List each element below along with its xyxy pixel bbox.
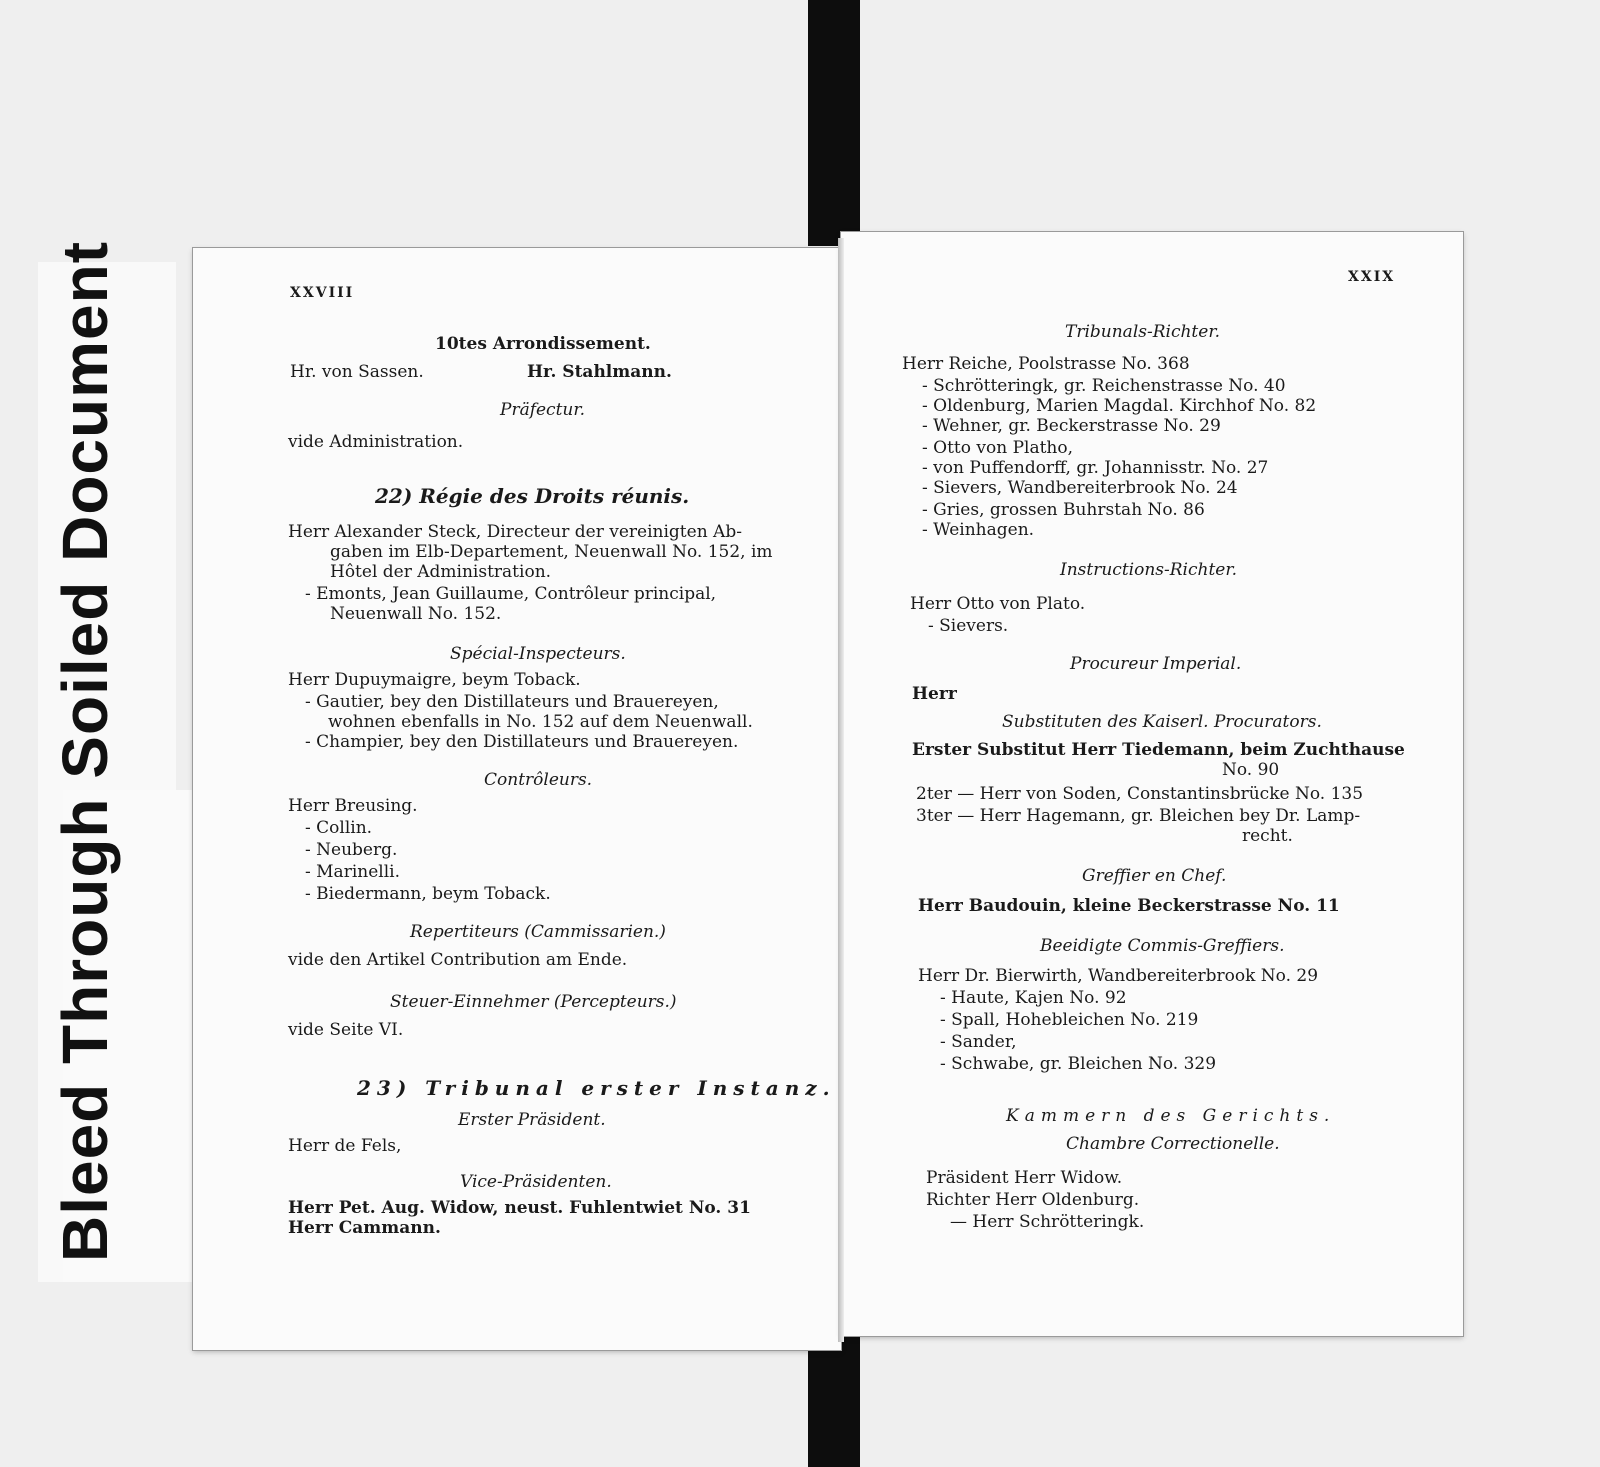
right-page-line: - Spall, Hohebleichen No. 219 — [940, 1010, 1199, 1030]
right-page-line: Substituten des Kaiserl. Procurators. — [1002, 712, 1322, 732]
right-page-line: Kammern des Gerichts. — [1006, 1106, 1336, 1126]
right-page-line: - Haute, Kajen No. 92 — [940, 988, 1127, 1008]
right-page-line: Instructions-Richter. — [1060, 560, 1237, 580]
left-page-line: vide Seite VI. — [288, 1020, 404, 1040]
binding-strap-bottom — [808, 1336, 860, 1467]
left-page-line: Präfectur. — [500, 400, 586, 420]
left-page-line: - Gautier, bey den Distillateurs und Brauereyen, — [305, 692, 719, 712]
left-page-line: Herr Breusing. — [288, 796, 418, 816]
left-page-line: Hr. Stahlmann. — [527, 362, 672, 382]
left-page-line: Vice-Präsidenten. — [460, 1172, 612, 1192]
right-page-line: - Sievers, Wandbereiterbrook No. 24 — [922, 478, 1238, 498]
book-gutter — [838, 238, 844, 1342]
left-page-line: vide den Artikel Contribution am Ende. — [288, 950, 628, 970]
left-page-line: Herr Pet. Aug. Widow, neust. Fuhlentwiet No. 31 — [288, 1198, 751, 1218]
right-page-line: Beeidigte Commis-Greffiers. — [1040, 936, 1285, 956]
right-page-line: Herr Dr. Bierwirth, Wandbereiterbrook No. 29 — [918, 966, 1319, 986]
left-page-line: - Neuberg. — [305, 840, 398, 860]
right-page-line: Richter Herr Oldenburg. — [926, 1190, 1140, 1210]
right-page-line: - Sander, — [940, 1032, 1017, 1052]
left-page-line: Herr de Fels, — [288, 1136, 402, 1156]
left-page-line: - Emonts, Jean Guillaume, Contrôleur principal, — [305, 584, 717, 604]
right-page-line: Herr Otto von Plato. — [910, 594, 1086, 614]
right-page-line: Herr Baudouin, kleine Beckerstrasse No. 11 — [918, 896, 1340, 916]
left-page-line: Contrôleurs. — [484, 770, 593, 790]
left-page-line: wohnen ebenfalls in No. 152 auf dem Neuenwall. — [328, 712, 753, 732]
left-page-line: 23) Tribunal erster Instanz. — [357, 1076, 836, 1100]
right-page-line: Chambre Correctionelle. — [1066, 1134, 1280, 1154]
right-page-line: Erster Substitut Herr Tiedemann, beim Zuchthause — [912, 740, 1405, 760]
left-page-line: Herr Dupuymaigre, beym Toback. — [288, 670, 581, 690]
right-page-line: - Weinhagen. — [922, 520, 1035, 540]
left-page-line: Herr Alexander Steck, Directeur der vereinigten Ab- — [288, 522, 742, 542]
left-page-line: Hr. von Sassen. — [290, 362, 424, 382]
right-page-line: - Wehner, gr. Beckerstrasse No. 29 — [922, 416, 1221, 436]
right-page-line: Herr — [912, 684, 957, 704]
left-page-line: Spécial-Inspecteurs. — [450, 644, 626, 664]
right-page-line: - Sievers. — [928, 616, 1009, 636]
left-page-line: - Champier, bey den Distillateurs und Brauereyen. — [305, 732, 739, 752]
right-page-line: Procureur Imperial. — [1070, 654, 1242, 674]
left-page-line: - Biedermann, beym Toback. — [305, 884, 551, 904]
right-page-line: recht. — [1242, 826, 1293, 846]
document-label: Bleed Through Soiled Document — [49, 240, 121, 1262]
left-page-number: XXVIII — [290, 285, 355, 301]
left-page-line: gaben im Elb-Departement, Neuenwall No. 152, im — [330, 542, 773, 562]
right-page-line: - Schwabe, gr. Bleichen No. 329 — [940, 1054, 1217, 1074]
right-page-line: Greffier en Chef. — [1082, 866, 1227, 886]
left-page-line: - Collin. — [305, 818, 373, 838]
left-page-line: 22) Régie des Droits réunis. — [375, 484, 690, 508]
right-page-line: Präsident Herr Widow. — [926, 1168, 1123, 1188]
left-page-line: Neuenwall No. 152. — [330, 604, 502, 624]
left-page-line: vide Administration. — [288, 432, 464, 452]
left-page-line: Steuer-Einnehmer (Percepteurs.) — [390, 992, 677, 1012]
right-page-line: Herr Reiche, Poolstrasse No. 368 — [902, 354, 1190, 374]
right-page-line: — Herr Schrötteringk. — [950, 1212, 1145, 1232]
left-page-line: Hôtel der Administration. — [330, 562, 552, 582]
left-page-line: Herr Cammann. — [288, 1218, 441, 1238]
right-page-number: XXIX — [1348, 269, 1396, 285]
left-page-line: Repertiteurs (Cammissarien.) — [410, 922, 666, 942]
right-page-line: - Oldenburg, Marien Magdal. Kirchhof No. 82 — [922, 396, 1317, 416]
right-page-line: No. 90 — [1222, 760, 1280, 780]
right-page-line: - von Puffendorff, gr. Johannisstr. No. 27 — [922, 458, 1269, 478]
right-page-line: 3ter — Herr Hagemann, gr. Bleichen bey Dr. Lamp- — [916, 806, 1361, 826]
right-page-line: - Schrötteringk, gr. Reichenstrasse No. 40 — [922, 376, 1286, 396]
right-page-line: 2ter — Herr von Soden, Constantinsbrücke No. 135 — [916, 784, 1364, 804]
right-page-line: Tribunals-Richter. — [1065, 322, 1220, 342]
left-page-line: Erster Präsident. — [458, 1110, 606, 1130]
binding-strap-top — [808, 0, 860, 246]
right-page-line: - Gries, grossen Buhrstah No. 86 — [922, 500, 1205, 520]
left-page-line: 10tes Arrondissement. — [435, 334, 651, 354]
right-page-line: - Otto von Platho, — [922, 438, 1074, 458]
left-page-line: - Marinelli. — [305, 862, 400, 882]
